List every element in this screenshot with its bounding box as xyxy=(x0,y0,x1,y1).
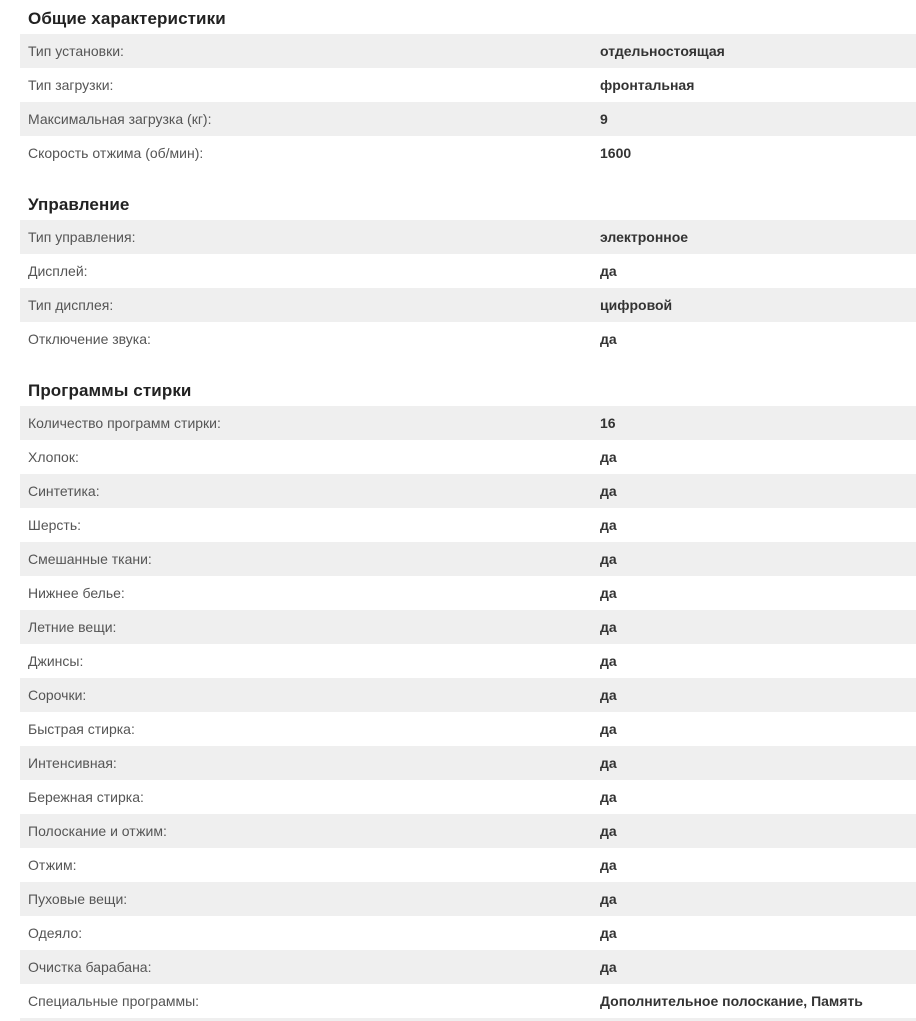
spec-row xyxy=(20,678,916,712)
spec-value: да xyxy=(600,925,617,941)
spec-row xyxy=(20,712,916,746)
spec-value: да xyxy=(600,483,617,499)
spec-label: Тип управления: xyxy=(28,229,136,245)
specs-sections xyxy=(0,8,916,1018)
spec-row xyxy=(20,220,916,254)
section-rows xyxy=(20,406,916,1018)
spec-label: Специальные программы: xyxy=(28,993,200,1009)
spec-label: Тип дисплея: xyxy=(28,297,114,313)
spec-label: Отжим: xyxy=(28,857,77,873)
spec-label: Сорочки: xyxy=(28,687,87,703)
spec-value: 1600 xyxy=(600,145,632,161)
spec-value: фронтальная xyxy=(600,77,695,93)
spec-value: да xyxy=(600,653,617,669)
spec-value: да xyxy=(600,789,617,805)
spec-row xyxy=(20,102,916,136)
spec-value: электронное xyxy=(600,229,689,245)
spec-row xyxy=(20,644,916,678)
spec-label: Быстрая стирка: xyxy=(28,721,135,737)
spec-label: Скорость отжима (об/мин): xyxy=(28,145,204,161)
spec-value: да xyxy=(600,721,617,737)
spec-row xyxy=(20,254,916,288)
spec-row xyxy=(20,474,916,508)
spec-section xyxy=(0,8,916,170)
spec-value: да xyxy=(600,755,617,771)
section-rows xyxy=(20,34,916,170)
spec-label: Смешанные ткани: xyxy=(28,551,152,567)
spec-label: Бережная стирка: xyxy=(28,789,144,805)
spec-section xyxy=(0,194,916,356)
spec-row xyxy=(20,814,916,848)
spec-label: Тип установки: xyxy=(28,43,124,59)
spec-label: Дисплей: xyxy=(28,263,88,279)
spec-section xyxy=(0,380,916,1018)
spec-label: Нижнее белье: xyxy=(28,585,125,601)
spec-value: да xyxy=(600,331,617,347)
spec-row xyxy=(20,848,916,882)
section-title: Общие характеристики xyxy=(28,9,226,28)
spec-label: Отключение звука: xyxy=(28,331,151,347)
spec-row xyxy=(20,916,916,950)
spec-row xyxy=(20,34,916,68)
spec-label: Шерсть: xyxy=(28,517,81,533)
spec-row xyxy=(20,136,916,170)
spec-row xyxy=(20,322,916,356)
spec-row xyxy=(20,950,916,984)
spec-label: Джинсы: xyxy=(28,653,84,669)
spec-row xyxy=(20,984,916,1018)
spec-label: Количество программ стирки: xyxy=(28,415,221,431)
section-title: Программы стирки xyxy=(28,381,192,400)
spec-row xyxy=(20,542,916,576)
spec-label: Одеяло: xyxy=(28,925,83,941)
spec-label: Очистка барабана: xyxy=(28,959,152,975)
spec-label: Максимальная загрузка (кг): xyxy=(28,111,212,127)
spec-row xyxy=(20,288,916,322)
spec-value: да xyxy=(600,517,617,533)
spec-label: Синтетика: xyxy=(28,483,100,499)
spec-value: да xyxy=(600,263,617,279)
spec-value: отдельностоящая xyxy=(600,43,725,59)
spec-value: да xyxy=(600,585,617,601)
spec-row xyxy=(20,576,916,610)
spec-value: да xyxy=(600,687,617,703)
spec-value: да xyxy=(600,891,617,907)
section-rows xyxy=(20,220,916,356)
spec-value: да xyxy=(600,551,617,567)
spec-row xyxy=(20,406,916,440)
spec-row xyxy=(20,610,916,644)
spec-value: 16 xyxy=(600,415,616,431)
spec-row xyxy=(20,508,916,542)
spec-label: Пуховые вещи: xyxy=(28,891,128,907)
spec-value: да xyxy=(600,823,617,839)
spec-row xyxy=(20,780,916,814)
spec-label: Тип загрузки: xyxy=(28,77,114,93)
spec-value: Дополнительное полоскание, Память xyxy=(600,993,863,1009)
spec-row xyxy=(20,440,916,474)
spec-value: да xyxy=(600,959,617,975)
spec-label: Хлопок: xyxy=(28,449,79,465)
spec-value: 9 xyxy=(600,111,608,127)
spec-row xyxy=(20,882,916,916)
spec-value: да xyxy=(600,619,617,635)
spec-label: Полоскание и отжим: xyxy=(28,823,167,839)
spec-value: да xyxy=(600,449,617,465)
spec-row xyxy=(20,68,916,102)
spec-value: цифровой xyxy=(600,297,673,313)
spec-row xyxy=(20,746,916,780)
spec-value: да xyxy=(600,857,617,873)
spec-label: Интенсивная: xyxy=(28,755,117,771)
spec-label: Летние вещи: xyxy=(28,619,117,635)
section-title: Управление xyxy=(28,195,130,214)
